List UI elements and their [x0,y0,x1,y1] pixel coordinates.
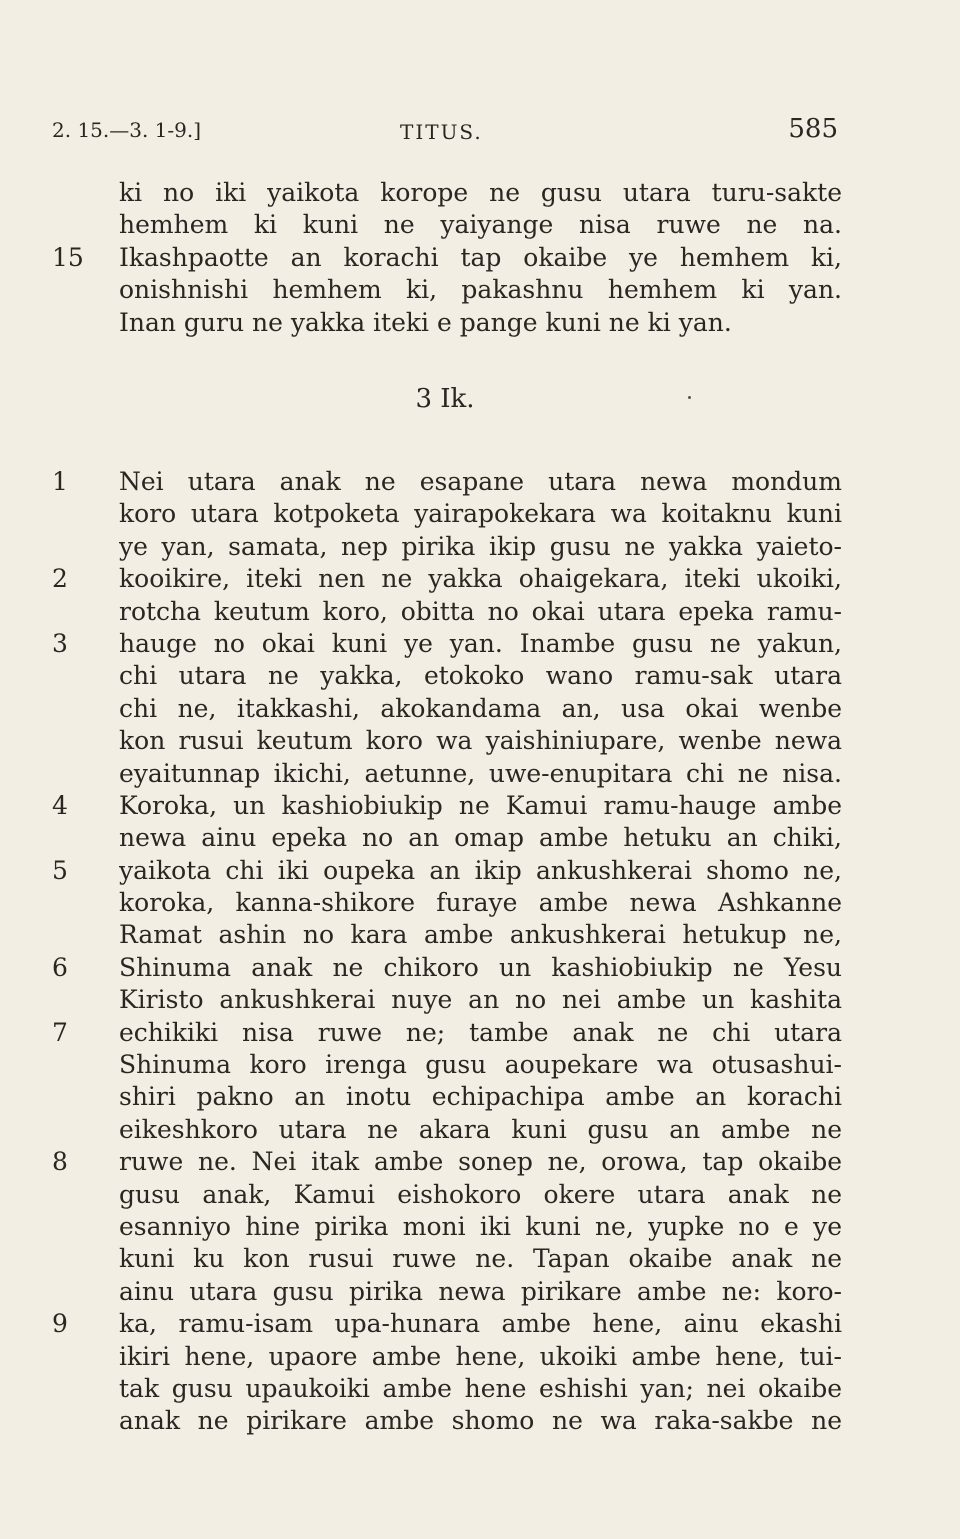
line-text: chi ne, itakkashi, akokandama an, usa okai wenbe [119,693,842,723]
chapter-verse-reference: 2. 15.—3. 1-9.] [52,118,202,142]
running-head [52,114,838,148]
text-line [52,1049,842,1081]
text-line [52,1373,842,1405]
line-text: hemhem ki kuni ne yaiyange nisa ruwe ne na. [119,210,842,240]
line-text: anak ne pirikare ambe shomo ne wa raka-sakbe ne [119,1406,842,1436]
book-title: TITUS. [400,120,483,144]
line-text: ainu utara gusu pirika newa pirikare ambe ne: koro- [119,1276,842,1306]
text-line [52,242,842,274]
text-line [52,1211,842,1243]
line-text: eikeshkoro utara ne akara kuni gusu an ambe ne [119,1114,842,1144]
line-text: ka, ramu-isam upa-hunara ambe hene, ainu ekashi [119,1309,842,1339]
line-text: eyaitunnap ikichi, aetunne, uwe-enupitara chi ne nisa. [119,758,842,788]
text-line [52,563,842,595]
text-line [52,1341,842,1373]
line-text: koro utara kotpoketa yairapokekara wa koitaknu kuni [119,499,842,529]
text-line [52,887,842,919]
print-speck [688,396,691,399]
text-line [52,307,842,339]
line-text: Kiristo ankushkerai nuye an no nei ambe un kashita [119,985,842,1015]
text-line [52,1114,842,1146]
text-line [52,1146,842,1178]
page-number: 585 [788,114,838,144]
line-text: Inan guru ne yakka iteki e pange kuni ne ki yan. [119,307,732,337]
text-line [52,1276,842,1308]
line-text: kuni ku kon rusui ruwe ne. Tapan okaibe anak ne [119,1244,842,1274]
text-line [52,1081,842,1113]
line-text: koroka, kanna-shikore furaye ambe newa Ashkanne [119,888,842,918]
line-text: ki no iki yaikota korope ne gusu utara turu-sakte [119,178,842,207]
line-text: Shinuma koro irenga gusu aoupekare wa otusashui- [119,1050,842,1080]
text-line [52,177,842,209]
text-line [52,531,842,563]
line-text: rotcha keutum koro, obitta no okai utara epeka ramu- [119,596,842,626]
line-text: Ikashpaotte an korachi tap okaibe ye hemhem ki, [119,242,842,272]
text-line [52,274,842,306]
text-line [52,1308,842,1340]
text-line [52,952,842,984]
text-line [52,758,842,790]
verse-number: 3 [52,628,68,658]
line-text: newa ainu epeka no an omap ambe hetuku an chiki, [119,823,842,853]
line-text: ye yan, samata, nep pirika ikip gusu ne yakka yaieto- [119,531,842,561]
continued-text-block [52,177,842,339]
text-line [52,209,842,241]
text-line [52,1179,842,1211]
verse-number: 15 [52,242,84,272]
text-line [52,790,842,822]
text-line [52,855,842,887]
text-line [52,1017,842,1049]
line-text: echikiki nisa ruwe ne; tambe anak ne chi utara [119,1017,842,1047]
line-text: esanniyo hine pirika moni iki kuni ne, yupke no e ye [119,1211,842,1241]
line-text: Koroka, un kashiobiukip ne Kamui ramu-hauge ambe [119,790,842,820]
chapter-text-block [52,466,842,1438]
verse-number: 7 [52,1017,68,1047]
text-line [52,919,842,951]
line-text: kon rusui keutum koro wa yaishiniupare, wenbe newa [119,726,842,756]
verse-number: 6 [52,952,68,982]
verse-number: 4 [52,790,68,820]
line-text: yaikota chi iki oupeka an ikip ankushkerai shomo ne, [119,855,842,885]
line-text: tak gusu upaukoiki ambe hene eshishi yan; nei okaibe [119,1373,842,1403]
line-text: Shinuma anak ne chikoro un kashiobiukip ne Yesu [119,952,842,982]
verse-number: 2 [52,564,68,594]
text-line [52,725,842,757]
line-text: ikiri hene, upaore ambe hene, ukoiki ambe hene, tui- [119,1341,842,1371]
line-text: gusu anak, Kamui eishokoro okere utara anak ne [119,1179,842,1209]
verse-number: 5 [52,855,68,885]
line-text: onishnishi hemhem ki, pakashnu hemhem ki yan. [119,275,842,305]
line-text: kooikire, iteki nen ne yakka ohaigekara, iteki ukoiki, [119,564,842,594]
line-text: chi utara ne yakka, etokoko wano ramu-sak utara [119,661,842,691]
chapter-heading: 3 Ik. [415,384,475,414]
verse-number: 1 [52,467,68,496]
verse-number: 9 [52,1309,68,1339]
verse-number: 8 [52,1147,68,1177]
line-text: Ramat ashin no kara ambe ankushkerai hetukup ne, [119,920,842,950]
line-text: Nei utara anak ne esapane utara newa mondum [119,467,842,496]
text-line [52,498,842,530]
line-text: hauge no okai kuni ye yan. Inambe gusu ne yakun, [119,628,842,658]
text-line [52,466,842,498]
text-line [52,1405,842,1437]
text-line [52,1243,842,1275]
line-text: shiri pakno an inotu echipachipa ambe an korachi [119,1082,842,1112]
text-line [52,693,842,725]
text-line [52,660,842,692]
text-line [52,984,842,1016]
text-line [52,822,842,854]
line-text: ruwe ne. Nei itak ambe sonep ne, orowa, tap okaibe [119,1147,842,1177]
text-line [52,596,842,628]
text-line [52,628,842,660]
